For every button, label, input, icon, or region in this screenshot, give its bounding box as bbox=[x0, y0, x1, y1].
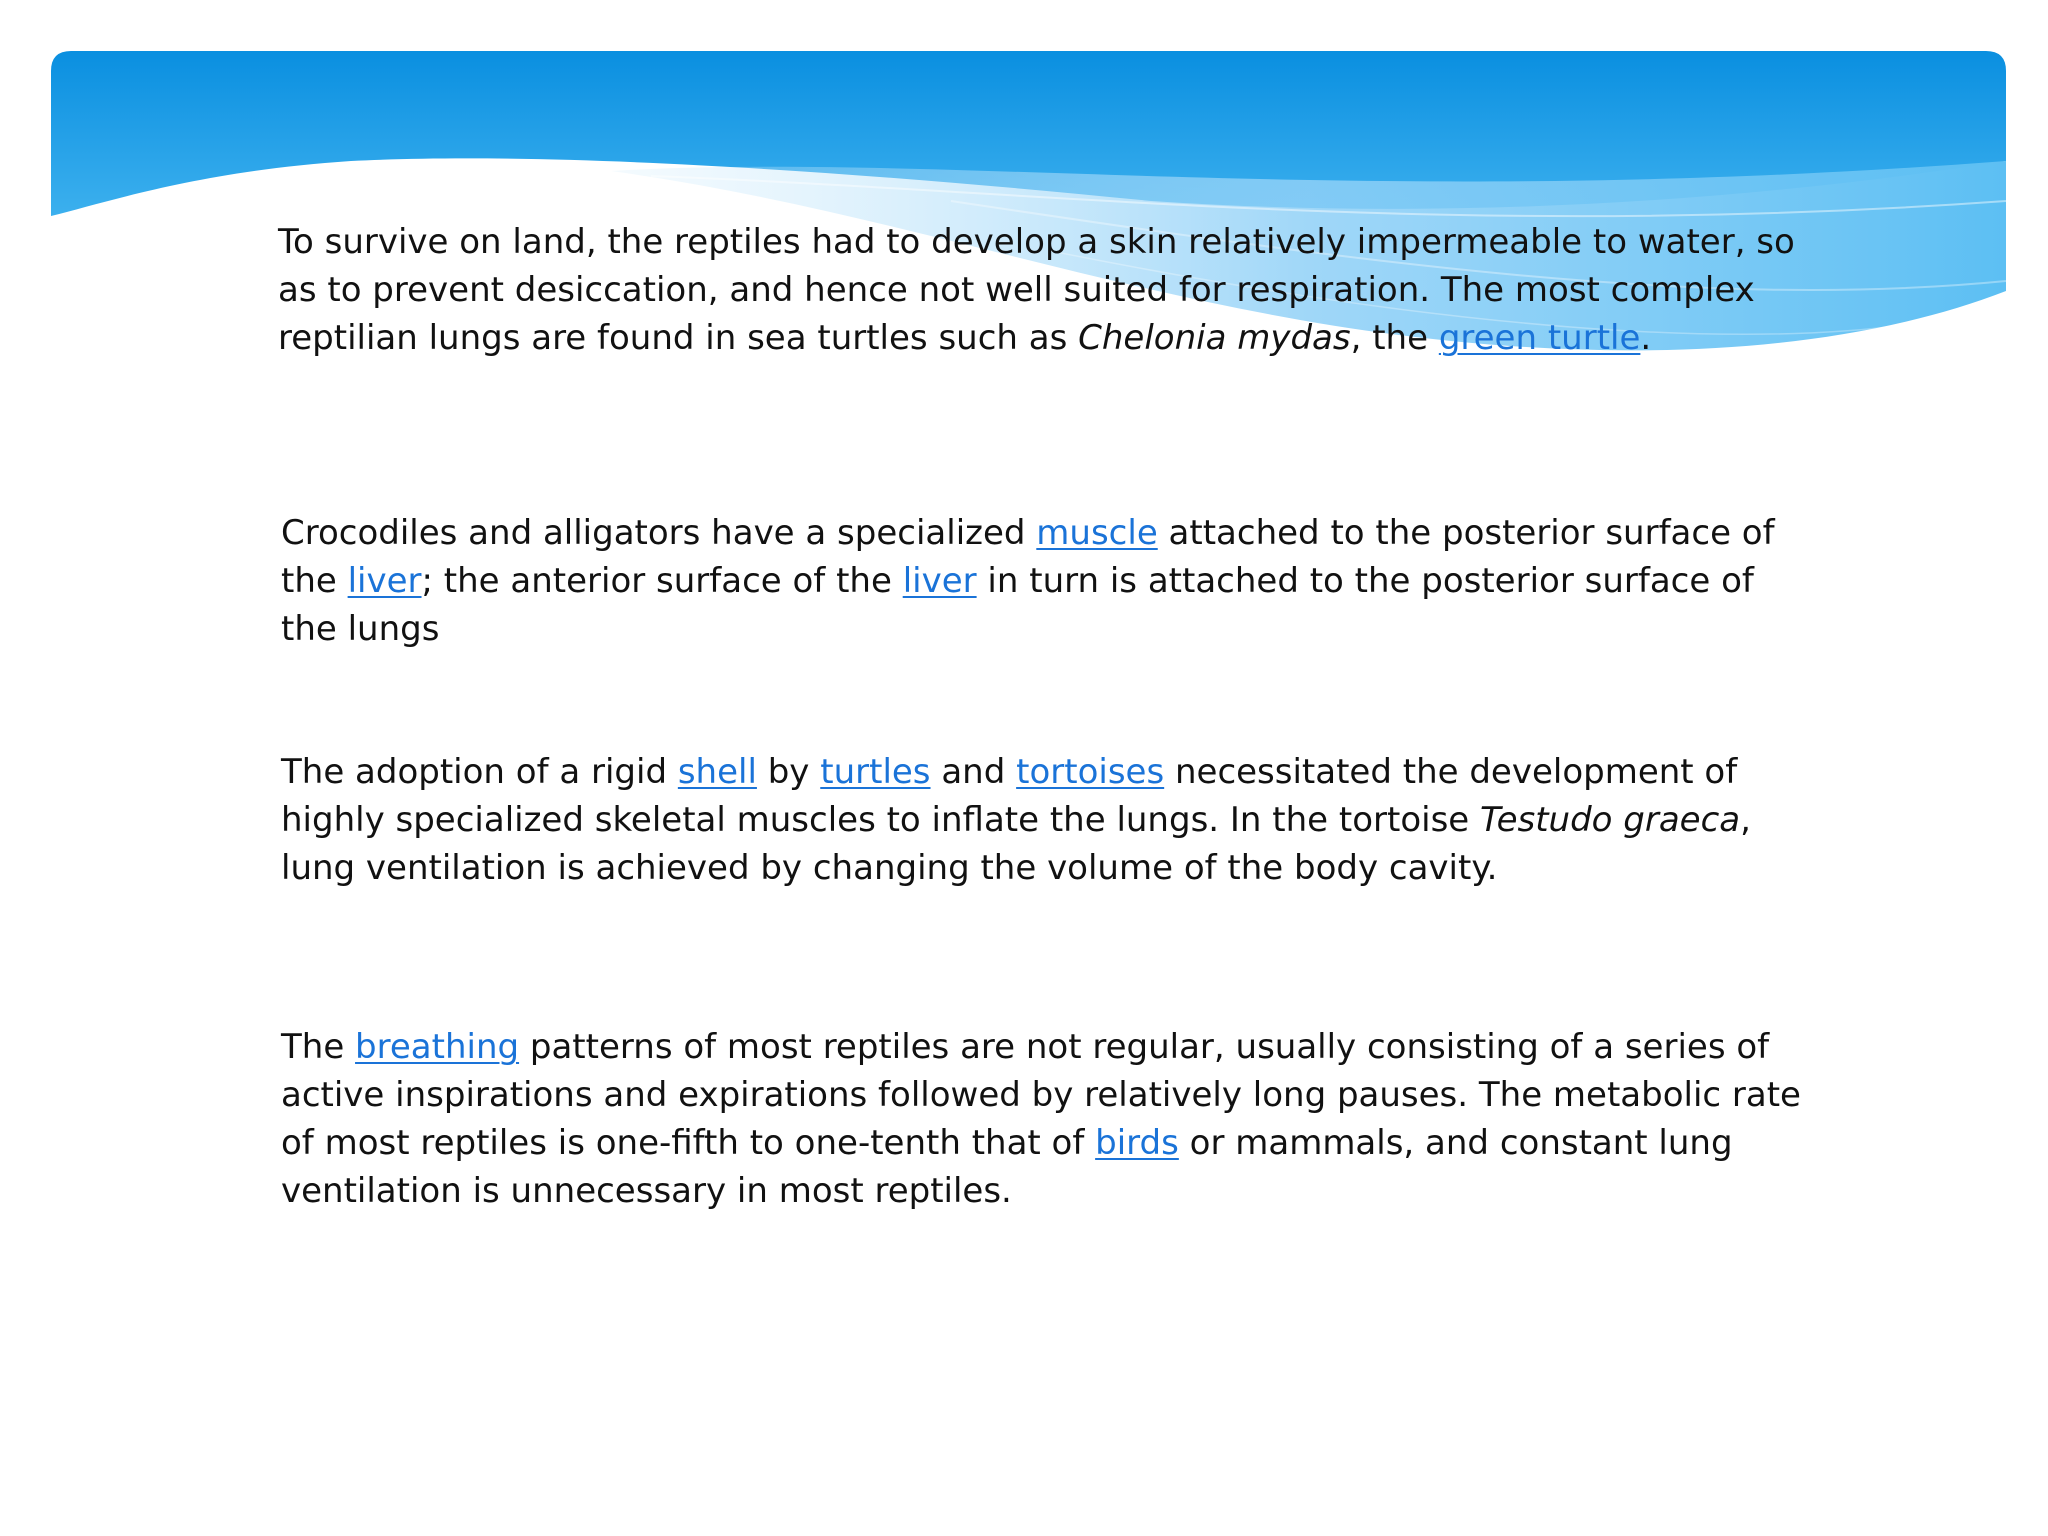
paragraph-breathing-patterns bbox=[281, 1023, 1841, 1215]
paragraph-turtle-shell bbox=[281, 748, 1781, 892]
text-run: attached to the posterior surface of the bbox=[281, 513, 1775, 601]
text-run: , the bbox=[1350, 318, 1439, 358]
text-run: . bbox=[1640, 318, 1652, 358]
text-run: in turn is attached to the posterior surface of the lungs bbox=[281, 561, 1754, 649]
link-shell[interactable]: shell bbox=[677, 752, 757, 792]
link-green-turtle[interactable]: green turtle bbox=[1438, 318, 1641, 358]
text-run: or mammals, and constant lung ventilation is unnecessary in most reptiles. bbox=[281, 1123, 1733, 1211]
text-run: by bbox=[756, 752, 821, 792]
text-run: , lung ventilation is achieved by changing the volume of the body cavity. bbox=[281, 800, 1751, 888]
text-run: necessitated the development of highly specialized skeletal muscles to inflate the lungs. In the tortoise bbox=[281, 752, 1738, 840]
italic-species-name: Chelonia mydas bbox=[1078, 318, 1351, 358]
paragraph-land-adaptation bbox=[278, 218, 1838, 362]
text-run: To survive on land, the reptiles had to develop a skin relatively impermeable to water, so as to prevent desiccation, and hence not well suited for respiration. The most complex reptilian lungs are found in sea turtles such as bbox=[278, 222, 1795, 358]
text-run: Crocodiles and alligators have a specialized bbox=[281, 513, 1037, 553]
link-muscle[interactable]: muscle bbox=[1036, 513, 1158, 553]
link-birds[interactable]: birds bbox=[1095, 1123, 1179, 1163]
text-run: ; the anterior surface of the bbox=[421, 561, 903, 601]
link-tortoises[interactable]: tortoises bbox=[1016, 752, 1165, 792]
link-turtles[interactable]: turtles bbox=[820, 752, 931, 792]
text-run: The bbox=[281, 1027, 356, 1067]
link-breathing[interactable]: breathing bbox=[355, 1027, 520, 1067]
text-run: The adoption of a rigid bbox=[281, 752, 678, 792]
link-liver[interactable]: liver bbox=[902, 561, 977, 601]
text-run: and bbox=[930, 752, 1017, 792]
link-liver[interactable]: liver bbox=[347, 561, 422, 601]
paragraph-crocodile-muscle bbox=[281, 509, 1781, 653]
text-run: patterns of most reptiles are not regular, usually consisting of a series of active inspirations and expirations followed by relatively long pauses. The metabolic rate of most reptiles is one-fifth to one-tenth that of bbox=[281, 1027, 1801, 1163]
italic-species-name: Testudo graeca bbox=[1480, 800, 1741, 840]
